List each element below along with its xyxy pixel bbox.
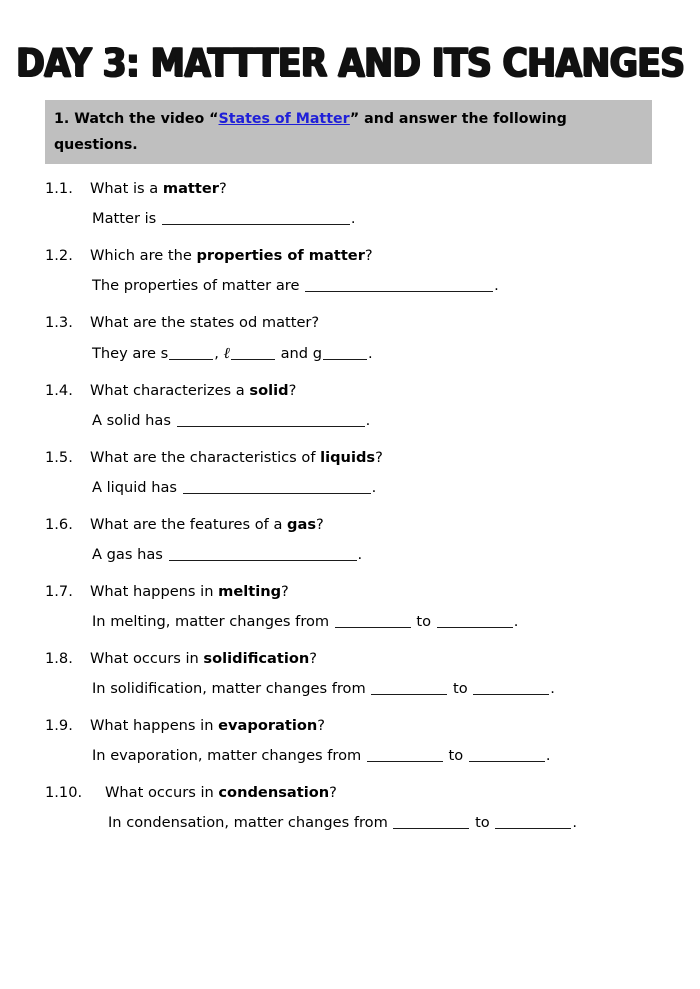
question-text (90, 715, 325, 737)
question-text-lead: What occurs in (105, 784, 219, 801)
question-number: 1.4. (45, 382, 73, 399)
answer-end-punctuation: . (572, 814, 578, 831)
question-text: What are the states od matter? (90, 314, 320, 331)
question-line (45, 715, 665, 737)
states-of-matter-link[interactable]: States of Matter (218, 111, 350, 127)
question-text-lead: What are the features of a (90, 516, 288, 533)
answer-lead-text: In condensation, matter changes from (108, 814, 393, 831)
answer-blank-solid[interactable] (169, 359, 213, 360)
question-keyword: properties of matter (196, 247, 365, 264)
answer-middle-text: to (448, 680, 473, 697)
answer-blank[interactable] (162, 224, 350, 225)
question-text-lead: What are the characteristics of (90, 449, 321, 466)
answer-end-punctuation: . (550, 680, 555, 697)
answer-middle-text: to (443, 747, 468, 764)
question-item (45, 782, 665, 834)
answer-lead-text: They are s (92, 345, 169, 362)
question-line (45, 648, 665, 670)
question-keyword: condensation (218, 784, 330, 801)
answer-lead-text: A liquid has (92, 479, 182, 496)
question-line (45, 581, 665, 603)
question-item (45, 581, 665, 633)
question-keyword: melting (218, 583, 282, 600)
answer-lead-text: A gas has (92, 546, 168, 563)
answer-end-punctuation: . (371, 479, 377, 496)
question-text-tail: ? (329, 784, 337, 801)
answer-blank[interactable] (183, 493, 371, 494)
answer-line (92, 611, 665, 633)
question-line (45, 380, 665, 402)
answer-blank[interactable] (305, 291, 493, 292)
question-line (45, 312, 665, 334)
answer-line (92, 678, 665, 700)
answer-blank-from[interactable] (393, 828, 469, 829)
question-text (90, 447, 383, 469)
question-number: 1.8. (45, 650, 73, 667)
page-title: DAY 3: MATTTER AND ITS CHANGES (15, 39, 685, 86)
question-number: 1.10. (45, 784, 83, 801)
answer-middle-text: to (470, 814, 495, 831)
script-l-glyph: ℓ (223, 344, 230, 362)
answer-end-punctuation: . (350, 210, 356, 227)
question-item (45, 245, 665, 297)
answer-line (92, 745, 665, 767)
answer-separator: , (214, 345, 224, 362)
question-list (45, 178, 665, 849)
question-text-tail: ? (281, 583, 289, 600)
question-number: 1.2. (45, 247, 73, 264)
answer-line (92, 208, 665, 230)
question-text (90, 178, 227, 200)
question-number: 1.1. (45, 180, 73, 197)
answer-blank-from[interactable] (371, 694, 447, 695)
question-keyword: evaporation (218, 717, 318, 734)
question-text-lead: What occurs in (90, 650, 204, 667)
answer-line (92, 544, 665, 566)
question-text (90, 581, 289, 603)
question-number: 1.5. (45, 449, 73, 466)
answer-end-punctuation: . (545, 747, 551, 764)
answer-blank-to[interactable] (437, 627, 513, 628)
answer-lead-text: In evaporation, matter changes from (92, 747, 366, 764)
question-keyword: matter (162, 180, 219, 197)
answer-blank-from[interactable] (335, 627, 411, 628)
answer-end-punctuation: . (357, 546, 363, 563)
question-item (45, 715, 665, 767)
answer-blank-gas[interactable] (323, 359, 367, 360)
answer-end-punctuation: . (367, 345, 373, 362)
question-text (90, 380, 296, 402)
question-keyword: gas (287, 516, 317, 533)
question-text-lead: What happens in (90, 583, 219, 600)
question-text-tail: ? (309, 650, 318, 667)
answer-line (92, 342, 665, 365)
answer-blank-to[interactable] (495, 828, 571, 829)
question-line (45, 514, 665, 536)
question-line (45, 447, 665, 469)
answer-blank-from[interactable] (367, 761, 443, 762)
question-line (45, 782, 665, 804)
question-text-tail: ? (316, 516, 324, 533)
instruction-number: 1. (54, 111, 70, 127)
answer-middle-text: to (411, 613, 436, 630)
answer-blank[interactable] (169, 560, 357, 561)
question-number: 1.7. (45, 583, 73, 600)
answer-lead-text: In solidification, matter changes from (92, 680, 371, 697)
question-item (45, 380, 665, 432)
question-keyword: liquids (320, 449, 376, 466)
instruction-text-before-link: Watch the video “ (74, 111, 219, 127)
instruction-banner (45, 100, 652, 164)
answer-lead-text: In melting, matter changes from (92, 613, 334, 630)
question-text-tail: ? (364, 247, 373, 264)
question-number: 1.6. (45, 516, 73, 533)
answer-line (108, 812, 665, 834)
answer-lead-text: A solid has (92, 412, 176, 429)
answer-end-punctuation: . (494, 277, 499, 294)
question-text-lead: What happens in (90, 717, 219, 734)
answer-blank-liquid[interactable] (231, 359, 275, 360)
question-text-lead: What characterizes a (90, 382, 250, 399)
answer-line (92, 410, 665, 432)
question-item (45, 178, 665, 230)
question-keyword: solid (249, 382, 289, 399)
question-item (45, 648, 665, 700)
question-text-tail: ? (317, 717, 326, 734)
question-item (45, 447, 665, 499)
question-text-tail: ? (375, 449, 383, 466)
answer-line (92, 477, 665, 499)
question-number: 1.9. (45, 717, 73, 734)
page-title-wrapper (0, 39, 700, 86)
answer-line (92, 275, 665, 297)
answer-end-punctuation: . (513, 613, 519, 630)
answer-lead-text: Matter is (92, 210, 161, 227)
answer-separator-2: and g (275, 345, 322, 362)
question-item (45, 312, 665, 365)
answer-blank[interactable] (177, 426, 365, 427)
question-text-lead: What is a (90, 180, 163, 197)
question-text-tail: ? (288, 382, 297, 399)
answer-blank-to[interactable] (473, 694, 549, 695)
answer-lead-text: The properties of matter are (92, 277, 305, 294)
question-text-lead: Which are the (90, 247, 197, 264)
question-text (90, 514, 324, 536)
question-line (45, 178, 665, 200)
question-text (90, 245, 373, 267)
answer-blank-to[interactable] (469, 761, 545, 762)
question-number: 1.3. (45, 314, 73, 331)
question-text (105, 782, 337, 804)
question-keyword: solidification (203, 650, 310, 667)
question-text (90, 648, 317, 670)
question-line (45, 245, 665, 267)
answer-end-punctuation: . (365, 412, 371, 429)
question-text-tail: ? (218, 180, 227, 197)
instruction-text-after-link: ” and answer the following questions. (54, 111, 567, 153)
question-item (45, 514, 665, 566)
